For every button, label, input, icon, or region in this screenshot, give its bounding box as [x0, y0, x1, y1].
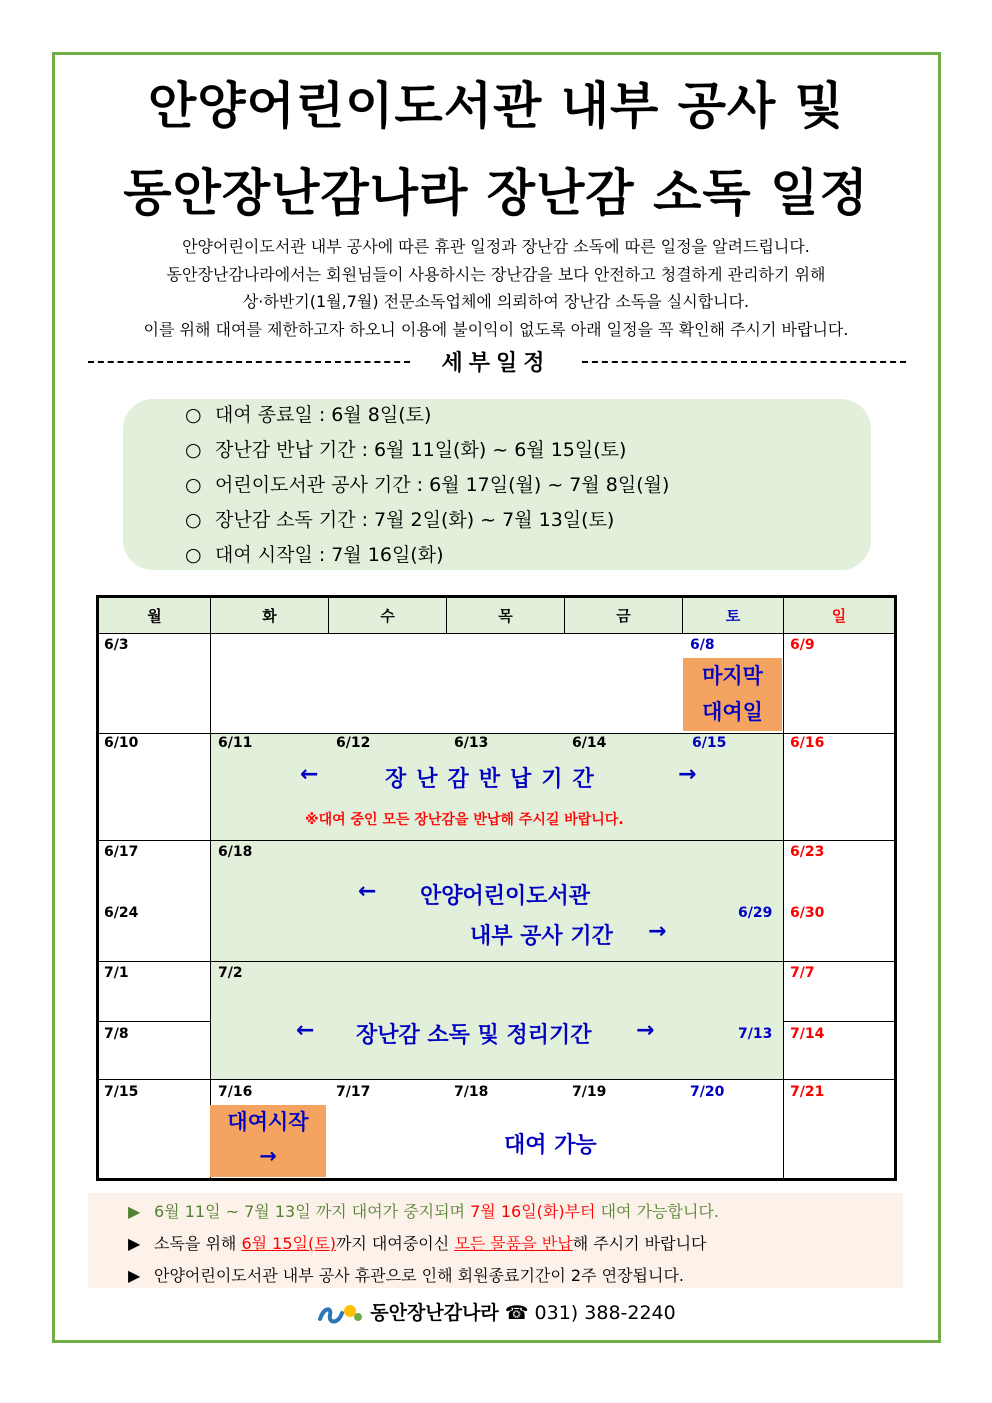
header-thu: 목: [447, 597, 565, 634]
date-6-16: 6/16: [790, 735, 825, 751]
date-6-17: 6/17: [104, 844, 139, 860]
date-7-14: 7/14: [790, 1026, 825, 1042]
library-construction-label: 안양어린이도서관: [420, 884, 591, 909]
calendar-header-row: [98, 597, 896, 634]
date-6-8: 6/8: [690, 637, 715, 653]
return-period-label: 장난감반납기간: [385, 767, 604, 792]
date-7-16: 7/16: [218, 1084, 253, 1100]
schedule-list: [185, 399, 669, 574]
date-6-23: 6/23: [790, 844, 825, 860]
circle-bullet-icon: ○: [185, 439, 202, 461]
badge-text: 대여일: [702, 700, 763, 724]
triangle-bullet-icon: ▶: [128, 1266, 141, 1285]
date-6-13: 6/13: [454, 735, 489, 751]
divider-line-right: [582, 361, 906, 363]
circle-bullet-icon: ○: [185, 509, 202, 531]
schedule-item: [185, 469, 669, 504]
notice-line-1: [128, 1197, 719, 1227]
schedule-item: [185, 504, 669, 539]
date-6-18: 6/18: [218, 844, 253, 860]
badge-text: 대여시작: [227, 1110, 309, 1134]
toy-library-logo-icon: [316, 1299, 364, 1329]
notice-box: [88, 1193, 903, 1288]
date-7-21: 7/21: [790, 1084, 825, 1100]
intro-line: 이를 위해 대여를 제한하고자 하오니 이용에 불이익이 없도록 아래 일정을 꼭 확인해 주시기 바랍니다.: [143, 319, 849, 339]
date-7-15: 7/15: [104, 1084, 139, 1100]
notice-highlight: 7월 16일(화)부터: [470, 1202, 596, 1221]
header-wed: 수: [329, 597, 447, 634]
left-arrow-icon: ←: [296, 1018, 315, 1043]
date-7-17: 7/17: [336, 1084, 371, 1100]
date-7-13: 7/13: [738, 1026, 773, 1042]
schedule-text: 대여 종료일 : 6월 8일(토): [215, 404, 432, 426]
notice-text: 6월 11일 ~ 7월 13일 까지 대여가 중지되며: [154, 1202, 471, 1221]
schedule-item: [185, 434, 669, 469]
construction-period-label: 내부 공사 기간: [470, 924, 613, 949]
circle-bullet-icon: ○: [185, 474, 202, 496]
notice-text: 대여 가능합니다.: [595, 1202, 719, 1221]
badge-arrow-icon: →: [259, 1144, 277, 1168]
date-6-29: 6/29: [738, 905, 773, 921]
section-title: 세부일정: [441, 351, 551, 376]
date-6-9: 6/9: [790, 637, 815, 653]
intro-text: [0, 233, 992, 343]
date-6-15: 6/15: [692, 735, 727, 751]
notice-text: 소독을 위해: [154, 1234, 242, 1253]
circle-bullet-icon: ○: [185, 544, 202, 566]
footer: [0, 1298, 992, 1329]
date-6-30: 6/30: [790, 905, 825, 921]
header-tue: 화: [211, 597, 329, 634]
schedule-text: 장난감 반납 기간 : 6월 11일(화) ~ 6월 15일(토): [215, 439, 627, 461]
date-7-2: 7/2: [218, 965, 243, 981]
circle-bullet-icon: ○: [185, 404, 202, 426]
rental-start-badge: [210, 1105, 326, 1177]
last-rental-day-badge: [683, 658, 782, 731]
notice-line-2: [128, 1229, 707, 1259]
notice-line-3: [128, 1261, 684, 1291]
schedule-item: [185, 539, 669, 574]
right-arrow-icon: →: [636, 1018, 655, 1043]
phone-icon: ☎: [504, 1302, 529, 1324]
title-line-2: 동안장난감나라 장난감 소독 일정: [123, 164, 869, 222]
intro-line: 동안장난감나라에서는 회원님들이 사용하시는 장난감을 보다 안전하고 청결하게 관리하기 위해: [166, 264, 826, 284]
disinfection-period-label: 장난감 소독 및 정리기간: [356, 1023, 592, 1048]
date-7-20: 7/20: [690, 1084, 725, 1100]
date-6-14: 6/14: [572, 735, 607, 751]
return-note: ※대여 중인 모든 장난감을 반납해 주시길 바랍니다.: [305, 812, 624, 828]
schedule-panel: [123, 399, 871, 570]
schedule-text: 대여 시작일 : 7월 16일(화): [215, 544, 444, 566]
date-6-10: 6/10: [104, 735, 139, 751]
notice-text: 해 주시기 바랍니다: [572, 1234, 707, 1253]
triangle-bullet-icon: ▶: [128, 1234, 141, 1253]
notice-text: 안양어린이도서관 내부 공사 휴관으로 인해 회원종료기간이 2주 연장됩니다.: [154, 1266, 685, 1285]
date-6-11: 6/11: [218, 735, 253, 751]
header-sat: 토: [683, 597, 784, 634]
rental-available-label: 대여 가능: [504, 1133, 597, 1158]
header-sun: 일: [784, 597, 896, 634]
right-arrow-icon: →: [678, 762, 697, 787]
header-mon: 월: [98, 597, 211, 634]
schedule-text: 장난감 소독 기간 : 7월 2일(화) ~ 7월 13일(토): [215, 509, 615, 531]
intro-line: 상·하반기(1월,7월) 전문소독업체에 의뢰하여 장난감 소독을 실시합니다.: [242, 292, 750, 311]
schedule-text: 어린이도서관 공사 기간 : 6월 17일(월) ~ 7월 8일(월): [215, 474, 670, 496]
header-fri: 금: [565, 597, 683, 634]
badge-text: 마지막: [702, 664, 763, 688]
section-divider: [88, 346, 906, 376]
title-line-1: 안양어린이도서관 내부 공사 및: [147, 77, 845, 135]
date-7-1: 7/1: [104, 965, 129, 981]
footer-name: 동안장난감나라: [370, 1302, 499, 1324]
left-arrow-icon: ←: [358, 879, 377, 904]
notice-highlight: 6월 15일(토): [241, 1234, 336, 1253]
intro-line: 안양어린이도서관 내부 공사에 따른 휴관 일정과 장난감 소독에 따른 일정을 알려드립니다.: [182, 237, 810, 256]
left-arrow-icon: ←: [300, 762, 319, 787]
date-6-12: 6/12: [336, 735, 371, 751]
date-6-3: 6/3: [104, 637, 129, 653]
notice-highlight: 모든 물품을 반납: [454, 1234, 573, 1253]
date-6-24: 6/24: [104, 905, 139, 921]
date-7-18: 7/18: [454, 1084, 489, 1100]
date-7-8: 7/8: [104, 1026, 129, 1042]
date-7-19: 7/19: [572, 1084, 607, 1100]
notice-text: 까지 대여중이신: [335, 1234, 455, 1253]
divider-line-left: [88, 361, 410, 363]
date-7-7: 7/7: [790, 965, 815, 981]
schedule-item: [185, 399, 669, 434]
triangle-bullet-icon: ▶: [128, 1202, 141, 1221]
right-arrow-icon: →: [648, 919, 667, 944]
footer-phone: 031) 388-2240: [534, 1302, 676, 1324]
